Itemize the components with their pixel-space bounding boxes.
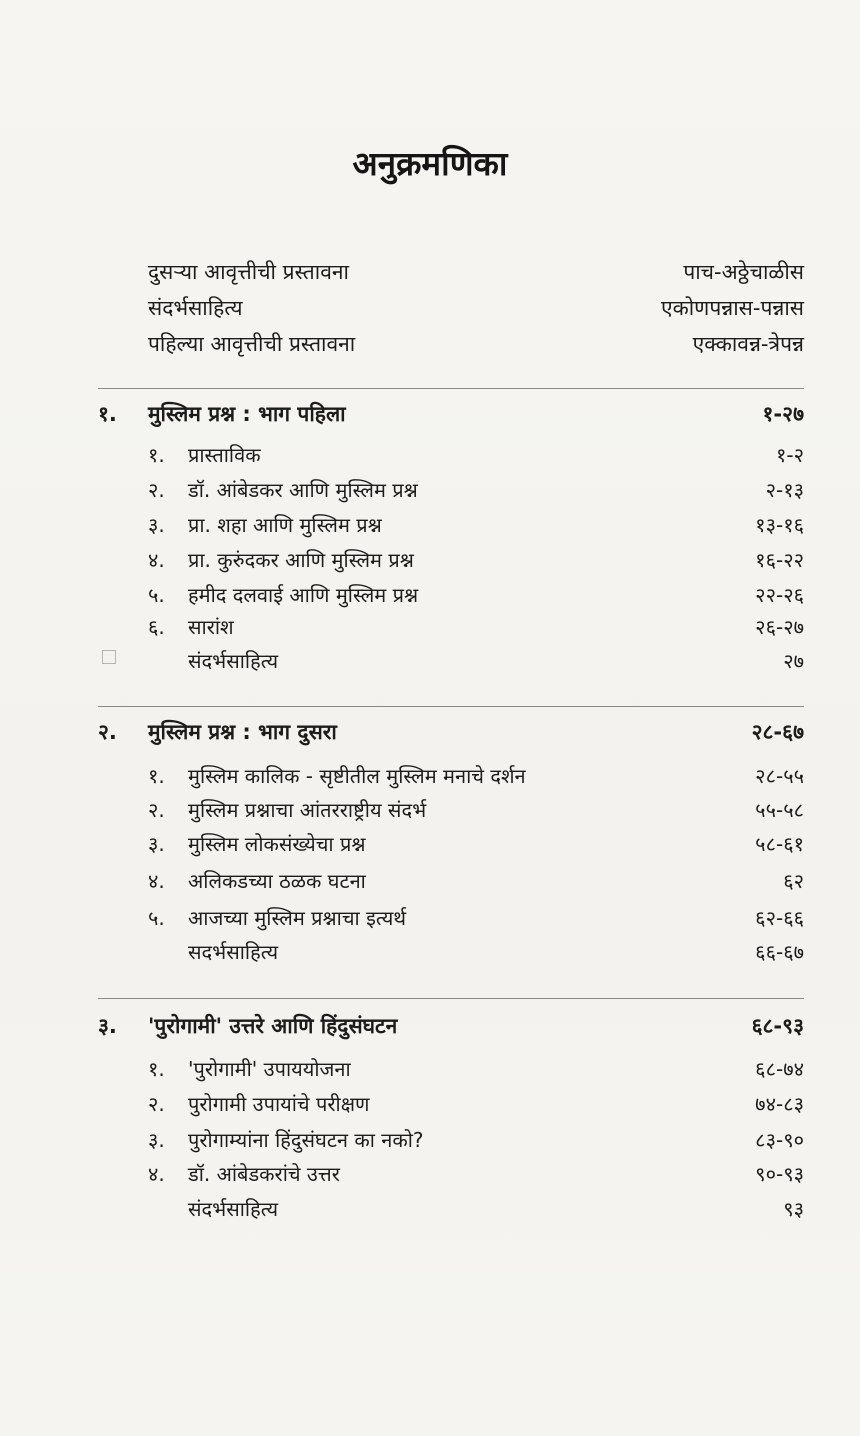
item-number: १.	[148, 443, 165, 467]
toc-item	[148, 511, 804, 539]
section-number: ३.	[98, 1014, 117, 1038]
item-label: प्रा. शहा आणि मुस्लिम प्रश्न	[188, 513, 382, 537]
item-label: मुस्लिम प्रश्नाचा आंतरराष्ट्रीय संदर्भ	[188, 798, 427, 822]
section-title: मुस्लिम प्रश्न : भाग दुसरा	[148, 720, 337, 744]
toc-item	[148, 1126, 804, 1154]
toc-item	[148, 613, 804, 641]
section-pages: ६८-९३	[751, 1014, 804, 1038]
toc-item	[148, 830, 804, 858]
toc-item	[148, 867, 804, 895]
preface-pages: एक्कावन्न-त्रेपन्न	[692, 332, 804, 356]
item-label: पुरोगाम्यांना हिंदुसंघटन का नको?	[188, 1128, 424, 1152]
item-label: डॉ. आंबेडकरांचे उत्तर	[188, 1162, 340, 1186]
section-divider	[98, 706, 804, 707]
toc-item	[148, 796, 804, 824]
item-label: संदर्भसाहित्य	[188, 1197, 279, 1221]
preface-entry	[148, 294, 804, 322]
item-label: सारांश	[188, 615, 234, 639]
item-label: अलिकडच्या ठळक घटना	[188, 869, 366, 893]
item-label: 'पुरोगामी' उपाययोजना	[188, 1057, 351, 1081]
item-label: पुरोगामी उपायांचे परीक्षण	[188, 1092, 370, 1116]
item-label: प्रा. कुरुंदकर आणि मुस्लिम प्रश्न	[188, 548, 414, 572]
item-pages: २-१३	[765, 478, 804, 502]
item-label: संदर्भसाहित्य	[188, 649, 279, 673]
section-divider	[98, 998, 804, 999]
toc-item	[148, 476, 804, 504]
section-number: २.	[98, 720, 117, 744]
preface-entry	[148, 330, 804, 358]
item-pages: ६८-७४	[755, 1057, 804, 1081]
item-pages: २८-५५	[755, 764, 804, 788]
toc-item	[148, 441, 804, 469]
item-label: सदर्भसाहित्य	[188, 940, 279, 964]
item-pages: ७४-८३	[755, 1092, 804, 1116]
section-heading	[98, 1012, 804, 1042]
item-number: १.	[148, 764, 165, 788]
item-pages: ९३	[783, 1197, 804, 1221]
section-title: मुस्लिम प्रश्न : भाग पहिला	[148, 402, 346, 426]
page-title: अनुक्रमणिका	[352, 144, 508, 183]
item-pages: १६-२२	[755, 548, 804, 572]
toc-item	[148, 1090, 804, 1118]
item-pages: २७	[783, 649, 804, 673]
section-heading	[98, 400, 804, 430]
preface-label: दुसऱ्या आवृत्तीची प्रस्तावना	[148, 260, 349, 284]
toc-item	[148, 938, 804, 966]
item-label: मुस्लिम लोकसंख्येचा प्रश्न	[188, 832, 366, 856]
item-pages: ९०-९३	[755, 1162, 804, 1186]
item-number: २.	[148, 1092, 165, 1116]
item-pages: ८३-९०	[755, 1128, 804, 1152]
section-pages: १-२७	[762, 402, 804, 426]
item-number: २.	[148, 478, 165, 502]
item-number: २.	[148, 798, 165, 822]
item-number: ३.	[148, 513, 165, 537]
item-number: ४.	[148, 548, 165, 572]
toc-item	[148, 1055, 804, 1083]
item-number: ६.	[148, 615, 165, 639]
section-pages: २८-६७	[751, 720, 804, 744]
toc-item	[148, 581, 804, 609]
section-title: 'पुरोगामी' उत्तरे आणि हिंदुसंघटन	[148, 1014, 398, 1038]
item-pages: २६-२७	[755, 615, 804, 639]
item-label: मुस्लिम कालिक - सृष्टीतील मुस्लिम मनाचे दर्शन	[188, 764, 526, 788]
item-pages: १-२	[775, 443, 804, 467]
section-heading	[98, 718, 804, 748]
item-number: ३.	[148, 832, 165, 856]
item-number: ४.	[148, 1162, 165, 1186]
item-label: हमीद दलवाई आणि मुस्लिम प्रश्न	[188, 583, 419, 607]
section-divider	[98, 388, 804, 389]
item-number: १.	[148, 1057, 165, 1081]
preface-pages: पाच-अठ्ठेचाळीस	[683, 260, 804, 284]
toc-item	[148, 904, 804, 932]
item-number: ३.	[148, 1128, 165, 1152]
item-pages: २२-२६	[755, 583, 804, 607]
toc-item	[148, 1195, 804, 1223]
item-label: डॉ. आंबेडकर आणि मुस्लिम प्रश्न	[188, 478, 418, 502]
item-pages: ६६-६७	[755, 940, 804, 964]
item-pages: ५५-५८	[755, 798, 804, 822]
item-number: ५.	[148, 906, 165, 930]
item-number: ४.	[148, 869, 165, 893]
preface-label: पहिल्या आवृत्तीची प्रस्तावना	[148, 332, 356, 356]
item-label: आजच्या मुस्लिम प्रश्नाचा इत्यर्थ	[188, 906, 407, 930]
preface-entry	[148, 258, 804, 286]
item-pages: १३-१६	[755, 513, 804, 537]
toc-item	[148, 546, 804, 574]
preface-label: संदर्भसाहित्य	[148, 296, 243, 320]
item-pages: ५८-६१	[755, 832, 804, 856]
toc-item	[148, 762, 804, 790]
preface-pages: एकोणपन्नास-पन्नास	[660, 296, 804, 320]
item-number: ५.	[148, 583, 165, 607]
section-number: १.	[98, 402, 117, 426]
item-pages: ६२-६६	[755, 906, 804, 930]
checkbox-mark	[102, 650, 116, 664]
toc-item	[148, 647, 804, 675]
item-label: प्रास्ताविक	[188, 443, 261, 467]
item-pages: ६२	[783, 869, 804, 893]
toc-item	[148, 1160, 804, 1188]
